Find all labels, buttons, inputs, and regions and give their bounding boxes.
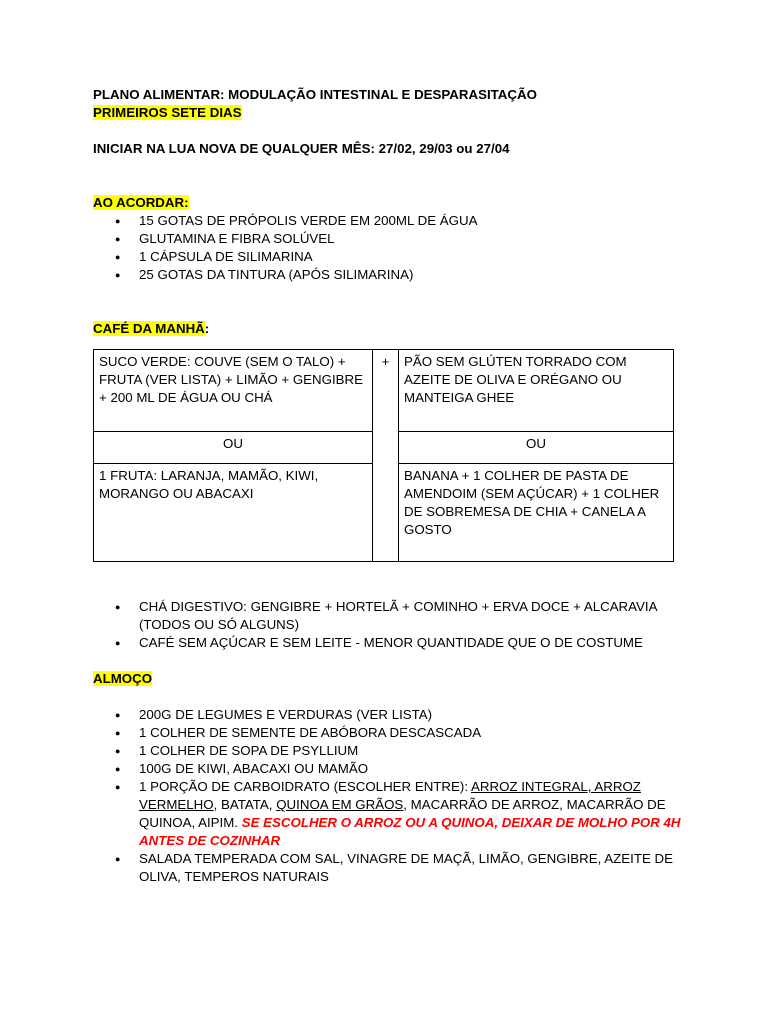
- breakfast-list: [93, 598, 683, 652]
- left-bottom-cell: 1 FRUTA: LARANJA, MAMÃO, KIWI, MORANGO OU ABACAXI: [94, 464, 373, 562]
- list-item: ● 1 COLHER DE SEMENTE DE ABÓBORA DESCASCADA: [139, 724, 683, 742]
- right-or-cell: OU: [399, 432, 674, 464]
- carb-separator: , BATATA,: [213, 797, 277, 812]
- subtitle-highlight: PRIMEIROS SETE DIAS: [93, 105, 242, 120]
- left-top-cell: SUCO VERDE: COUVE (SEM O TALO) + FRUTA (VER LISTA) + LIMÃO + GENGIBRE + 200 ML DE ÁGUA OU CHÁ: [94, 350, 373, 432]
- start-note: INICIAR NA LUA NOVA DE QUALQUER MÊS: 27/02, 29/03 ou 27/04: [93, 141, 510, 156]
- breakfast-heading: CAFÉ DA MANHÃ: [93, 321, 205, 336]
- list-item: ● 15 GOTAS DE PRÓPOLIS VERDE EM 200ML DE ÁGUA: [139, 212, 683, 230]
- soak-warning: SE ESCOLHER O ARROZ OU A QUINOA, DEIXAR DE MOLHO POR 4H ANTES DE COZINHAR: [139, 815, 681, 848]
- wake-heading: AO ACORDAR:: [93, 195, 189, 210]
- right-top-cell: PÃO SEM GLÚTEN TORRADO COM AZEITE DE OLIVA E ORÉGANO OU MANTEIGA GHEE: [399, 350, 674, 432]
- document-title: PLANO ALIMENTAR: MODULAÇÃO INTESTINAL E DESPARASITAÇÃO: [93, 87, 537, 102]
- list-item: ● 100G DE KIWI, ABACAXI OU MAMÃO: [139, 760, 683, 778]
- breakfast-table: [93, 349, 674, 562]
- list-item: ● 200G DE LEGUMES E VERDURAS (VER LISTA): [139, 706, 683, 724]
- list-item-carb: [139, 778, 683, 850]
- lunch-list: [93, 706, 683, 886]
- left-or-cell: OU: [94, 432, 373, 464]
- plus-cell: +: [373, 350, 399, 562]
- list-item: ● SALADA TEMPERADA COM SAL, VINAGRE DE MAÇÃ, LIMÃO, GENGIBRE, AZEITE DE OLIVA, TEMPEROS NATURAIS: [139, 850, 683, 886]
- carb-option-rice: ARROZ INTEGRAL, ARROZ VERMELHO: [139, 779, 641, 812]
- list-item: ● 1 COLHER DE SOPA DE PSYLLIUM: [139, 742, 683, 760]
- carb-intro: 1 PORÇÃO DE CARBOIDRATO (ESCOLHER ENTRE):: [139, 779, 471, 794]
- document-page: [93, 86, 683, 886]
- right-bottom-cell: BANANA + 1 COLHER DE PASTA DE AMENDOIM (SEM AÇÚCAR) + 1 COLHER DE SOBREMESA DE CHIA + CANELA A GOSTO: [399, 464, 674, 562]
- list-item: ● 25 GOTAS DA TINTURA (APÓS SILIMARINA): [139, 266, 683, 284]
- carb-rest: , MACARRÃO DE ARROZ, MACARRÃO DE QUINOA, AIPIM.: [139, 797, 666, 830]
- lunch-heading: ALMOÇO: [93, 671, 153, 686]
- carb-option-quinoa: QUINOA EM GRÃOS: [276, 797, 404, 812]
- list-item: ● CAFÉ SEM AÇÚCAR E SEM LEITE - MENOR QUANTIDADE QUE O DE COSTUME: [139, 634, 683, 652]
- list-item: ● CHÁ DIGESTIVO: GENGIBRE + HORTELÃ + COMINHO + ERVA DOCE + ALCARAVIA (TODOS OU SÓ ALGUNS): [139, 598, 683, 634]
- breakfast-heading-colon: :: [204, 321, 210, 336]
- list-item: ● 1 CÁPSULA DE SILIMARINA: [139, 248, 683, 266]
- wake-list: [93, 212, 683, 284]
- list-item: ● GLUTAMINA E FIBRA SOLÚVEL: [139, 230, 683, 248]
